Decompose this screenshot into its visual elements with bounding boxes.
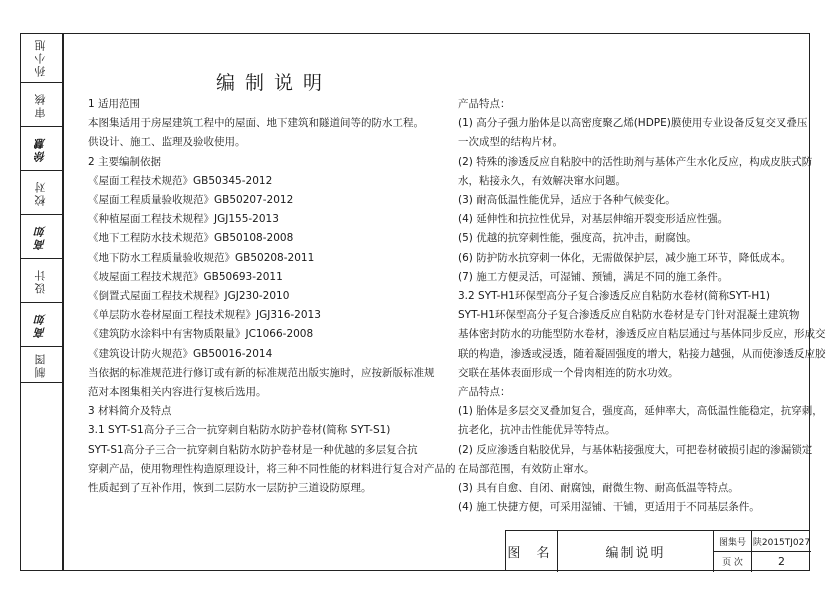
text-line: 《建筑防水涂料中有害物质限量》JC1066-2008 xyxy=(88,328,314,341)
title-block xyxy=(505,530,810,571)
text-line: 《倒置式屋面工程技术规程》JGJ230-2010 xyxy=(88,290,290,303)
text-line: 产品特点： xyxy=(458,98,511,110)
text-line: (4) 施工快捷方便，可采用湿铺、干铺，更适用于不同基层条件。 xyxy=(458,501,760,514)
sidebar-cell xyxy=(20,347,62,383)
text-line: 性质起到了互补作用，恢到二层防水一层防护三道设防原理。 xyxy=(88,482,372,495)
text-line: 《屋面工程技术规范》GB50345-2012 xyxy=(88,174,273,187)
right-column xyxy=(458,95,826,517)
text-line: 《建筑设计防火规范》GB50016-2014 xyxy=(88,347,273,360)
text-line: 本图集适用于房屋建筑工程中的屋面、地下建筑和隧道间等的防水工程。 xyxy=(88,117,424,130)
drawing-name: 编制说明 xyxy=(558,531,714,572)
text-line: 范对本图集相关内容进行复核后选用。 xyxy=(88,386,267,399)
page-title: 编制说明 xyxy=(216,72,333,94)
sidebar-label: 审核 xyxy=(34,91,47,118)
text-line: 当依据的标准规范进行修订或有新的标准规范出版实施时，应按新版标准规 xyxy=(88,366,435,379)
sidebar-cell xyxy=(20,215,62,259)
sidebar-signature: 高如 xyxy=(34,223,47,250)
text-line: 产品特点： xyxy=(458,386,511,399)
sidebar-cell xyxy=(20,33,62,83)
text-line: (7) 施工方便灵活，可湿铺、预铺，满足不同的施工条件。 xyxy=(458,270,729,283)
text-line: 抗老化，抗冲击性能优异等特点。 xyxy=(458,424,616,437)
text-line: (5) 优越的抗穿刺性能，强度高，抗冲击，耐腐蚀。 xyxy=(458,232,697,245)
text-line: (3) 具有自愈、自闭、耐腐蚀，耐微生物、耐高低温等特点。 xyxy=(458,482,739,495)
text-line: 交联在基体表面形成一个骨肉相连的防水功效。 xyxy=(458,366,679,379)
sidebar-cell xyxy=(20,171,62,215)
text-line: 3 材料简介及特点 xyxy=(88,405,172,418)
text-line: (3) 耐高低温性能优异，适应于各种气候变化。 xyxy=(458,194,676,207)
text-line: 3.1 SYT-S1高分子三合一抗穿刺自粘防水防护卷材(简称 SYT-S1) xyxy=(88,424,391,437)
text-line: 联的构造，渗透或浸透，随着凝固强度的增大，粘接力越强，从而使渗透反应胶 xyxy=(458,347,826,360)
sidebar-signature: 高如 xyxy=(34,311,47,338)
sidebar-cell xyxy=(20,127,62,171)
atlas-no: 陕2015TJ027 xyxy=(752,537,811,548)
drawing-name-label: 图 名 xyxy=(506,531,558,572)
left-column xyxy=(88,95,456,498)
sidebar-cell xyxy=(20,83,62,127)
text-line: 3.2 SYT-H1环保型高分子复合渗透反应自粘防水卷材(简称SYT-H1) xyxy=(458,290,771,303)
sidebar-label: 设计 xyxy=(34,267,47,294)
text-line: 穿刺产品，使用物理性构造原理设计，将三种不同性能的材料进行复合对产品的 xyxy=(88,462,456,475)
text-line: 《地下工程防水技术规范》GB50108-2008 xyxy=(88,232,294,245)
sidebar-signature: 徐慧 xyxy=(34,135,47,162)
text-line: 在局部范围，有效防止窜水。 xyxy=(458,462,595,475)
sidebar-cell xyxy=(20,303,62,347)
text-line: SYT-H1环保型高分子复合渗透反应自粘防水卷材是专门针对混凝土建筑物 xyxy=(458,309,800,322)
text-line: 《单层防水卷材屋面工程技术规程》JGJ316-2013 xyxy=(88,309,321,322)
atlas-no-label: 图集号 xyxy=(714,531,752,551)
text-line: (1) 胎体是多层交叉叠加复合，强度高，延伸率大，高低温性能稳定，抗穿刺， xyxy=(458,405,823,418)
text-line: 水，粘接永久，有效解决窜水问题。 xyxy=(458,174,626,187)
text-line: (2) 反应渗透自粘胶优异，与基体粘接强度大，可把卷材破损引起的渗漏锁定 xyxy=(458,443,813,456)
page-number: 2 xyxy=(778,555,785,568)
text-line: 1 适用范围 xyxy=(88,98,141,110)
text-line: (6) 防护防水抗穿刺一体化，无需做保护层，减少施工环节，降低成本。 xyxy=(458,251,792,264)
text-line: 供设计、施工、监理及验收使用。 xyxy=(88,136,246,149)
page-label: 页 次 xyxy=(714,551,752,572)
text-line: (2) 特殊的渗透反应自粘胶中的活性助剂与基体产生水化反应，构成皮肤式防 xyxy=(458,155,813,168)
sidebar-label: 制图 xyxy=(34,351,47,378)
text-line: 2 主要编制依据 xyxy=(88,155,162,168)
text-line: 《屋面工程质量验收规范》GB50207-2012 xyxy=(88,194,294,207)
text-line: SYT-S1高分子三合一抗穿刺自粘防水防护卷材是一种优越的多层复合抗 xyxy=(88,443,418,456)
signature-sidebar xyxy=(20,33,62,383)
text-line: 一次成型的结构片材。 xyxy=(458,136,563,149)
text-line: 《地下防水工程质量验收规范》GB50208-2011 xyxy=(88,251,315,264)
sidebar-label: 校对 xyxy=(34,179,47,206)
text-line: (1) 高分子强力胎体是以高密度聚乙烯(HDPE)膜使用专业设备反复交叉叠压 xyxy=(458,117,808,130)
sidebar-label: 孙小旭 xyxy=(34,38,47,77)
sidebar-cell xyxy=(20,259,62,303)
text-line: (4) 延伸性和抗拉性优异，对基层伸缩开裂变形适应性强。 xyxy=(458,213,729,226)
text-line: 基体密封防水的功能型防水卷材，渗透反应自粘层通过与基体同步反应，形成交 xyxy=(458,328,826,341)
text-line: 《种植屋面工程技术规程》JGJ155-2013 xyxy=(88,213,279,226)
text-line: 《坡屋面工程技术规范》GB50693-2011 xyxy=(88,270,283,283)
